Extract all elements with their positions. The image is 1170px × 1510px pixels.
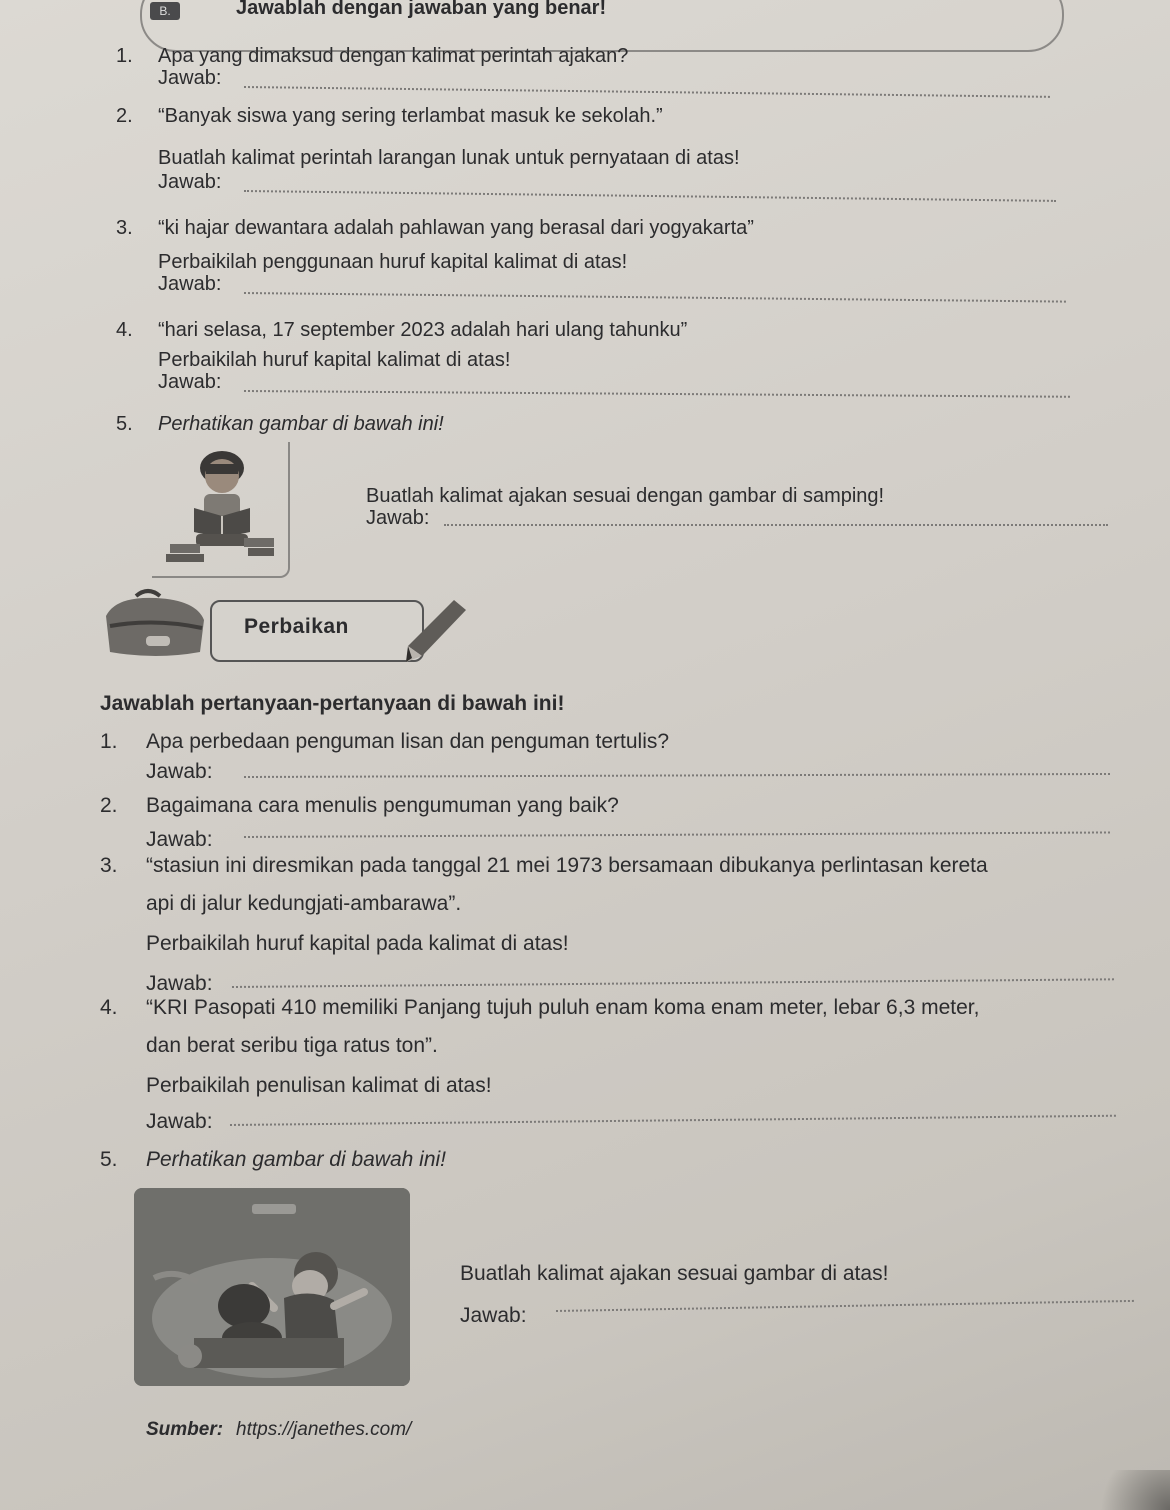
- question-text: Apa yang dimaksud dengan kalimat perintah ajakan?: [158, 45, 629, 67]
- answer-label: Jawab:: [146, 760, 213, 783]
- perbaikan-title: Perbaikan: [244, 615, 349, 638]
- reading-child-illustration: [152, 442, 290, 578]
- question-number: 3.: [100, 854, 118, 877]
- question-text: Perbaikilah penggunaan huruf kapital kalimat di atas!: [158, 251, 628, 273]
- reading-child-icon: [152, 442, 288, 576]
- question-text: “Banyak siswa yang sering terlambat masuk ke sekolah.”: [158, 105, 663, 127]
- question-number: 3.: [116, 217, 133, 239]
- answer-label: Jawab:: [366, 507, 430, 529]
- question-number: 2.: [116, 105, 133, 127]
- question-text: Buatlah kalimat ajakan sesuai dengan gambar di samping!: [366, 485, 885, 507]
- source-url[interactable]: https://janethes.com/: [236, 1419, 412, 1440]
- question-text: Bagaimana cara menulis pengumuman yang baik?: [146, 794, 619, 817]
- question-text: Buatlah kalimat perintah larangan lunak untuk pernyataan di atas!: [158, 147, 740, 169]
- answer-label: Jawab:: [146, 1110, 213, 1133]
- question-number: 5.: [100, 1148, 118, 1171]
- answer-label: Jawab:: [158, 273, 222, 295]
- answer-label: Jawab:: [460, 1304, 527, 1327]
- question-text: Perbaikilah huruf kapital kalimat di atas!: [158, 349, 511, 371]
- question-text: api di jalur kedungjati-ambarawa”.: [146, 892, 462, 915]
- answer-label: Jawab:: [158, 67, 222, 89]
- question-text: Perbaikilah penulisan kalimat di atas!: [146, 1074, 492, 1097]
- source-label: Sumber:: [146, 1419, 224, 1440]
- question-text: dan berat seribu tiga ratus ton”.: [146, 1034, 438, 1057]
- page-shadow: [1080, 1470, 1170, 1510]
- question-text: “hari selasa, 17 september 2023 adalah hari ulang tahunku”: [158, 319, 688, 341]
- question-text: Perhatikan gambar di bawah ini!: [146, 1148, 447, 1171]
- question-number: 4.: [116, 319, 133, 341]
- question-text: Buatlah kalimat ajakan sesuai gambar di atas!: [460, 1262, 889, 1285]
- question-number: 5.: [116, 413, 133, 435]
- child-playing-illustration: [134, 1188, 410, 1386]
- child-playing-icon: [134, 1188, 410, 1386]
- answer-label: Jawab:: [158, 171, 222, 193]
- answer-label: Jawab:: [146, 828, 213, 851]
- pencil-icon: [396, 596, 470, 666]
- perbaikan-instruction: Jawablah pertanyaan-pertanyaan di bawah ini!: [100, 692, 565, 715]
- question-text: Apa perbedaan penguman lisan dan penguman tertulis?: [146, 730, 670, 753]
- question-text: Perhatikan gambar di bawah ini!: [158, 413, 444, 435]
- section-marker: B.: [150, 2, 180, 20]
- answer-label: Jawab:: [158, 371, 222, 393]
- pencil-case-icon: [96, 586, 216, 666]
- question-number: 1.: [116, 45, 133, 67]
- question-text: “stasiun ini diresmikan pada tanggal 21 mei 1973 bersamaan dibukanya perlintasan kereta: [146, 854, 988, 877]
- question-text: “ki hajar dewantara adalah pahlawan yang berasal dari yogyakarta”: [158, 217, 754, 239]
- question-number: 1.: [100, 730, 118, 753]
- question-number: 2.: [100, 794, 118, 817]
- answer-label: Jawab:: [146, 972, 213, 995]
- question-number: 4.: [100, 996, 118, 1019]
- section-title: Jawablah dengan jawaban yang benar!: [236, 0, 607, 19]
- question-text: “KRI Pasopati 410 memiliki Panjang tujuh puluh enam koma enam meter, lebar 6,3 meter,: [146, 996, 980, 1019]
- answer-line[interactable]: [444, 524, 1108, 526]
- question-text: Perbaikilah huruf kapital pada kalimat di atas!: [146, 932, 569, 955]
